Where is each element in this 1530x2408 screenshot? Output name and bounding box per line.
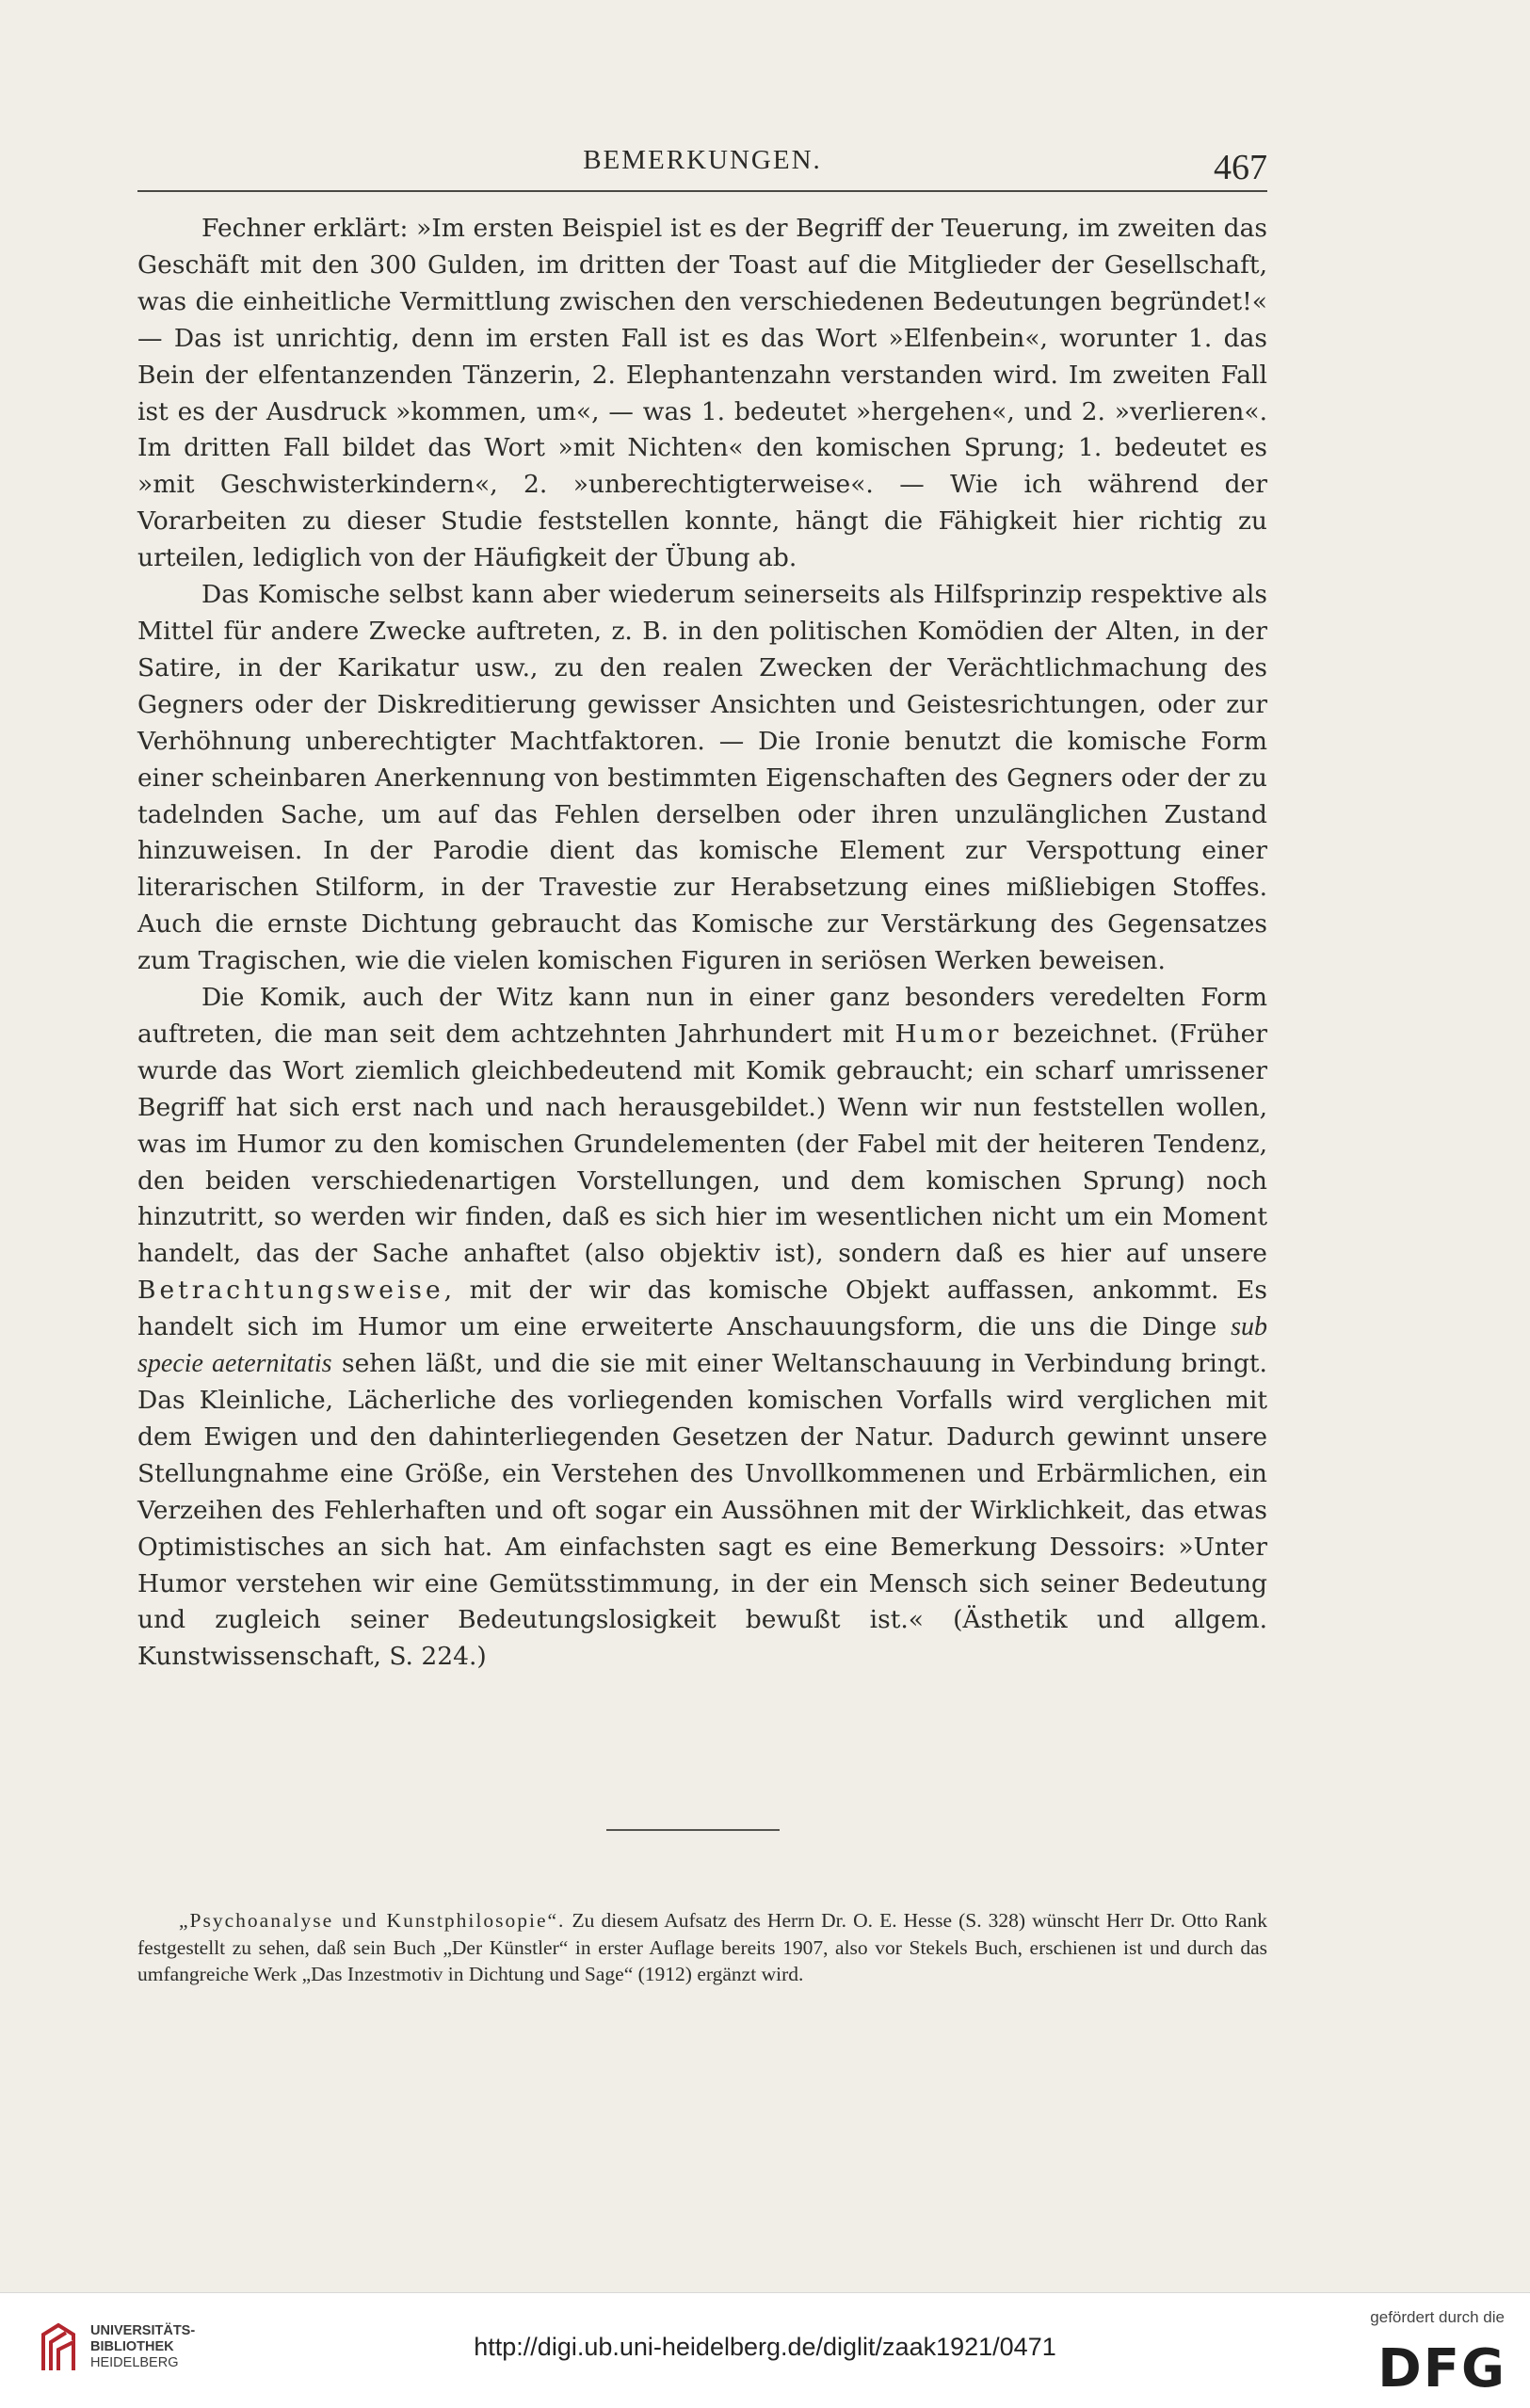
paragraph xyxy=(137,980,1267,1676)
paragraph: Das Komische selbst kann aber wiederum seinerseits als Hilfsprinzip respektive als Mittel für andere Zwecke auftreten, z. B. in den politischen Komödien der Alten, in der Satire, in der Karikatur usw., zu den realen Zwecken der Verächtlichmachung des Gegners oder der Diskreditierung gewisser Ansichten und Geistesrichtungen, oder zur Verhöhnung unberechtigter Machtfaktoren. — Die Ironie benutzt die komische Form einer scheinbaren Anerkennung von bestimmten Eigenschaften des Gegners oder der zu tadelnden Sache, um auf das Fehlen derselben oder ihren unzulänglichen Zustand hinzuweisen. In der Parodie dient das komische Element zur Verspottung einer literarischen Stilform, in der Travestie zur Herabsetzung eines mißliebigen Stoffes. Auch die ernste Dichtung gebraucht das Komische zur Verstärkung des Gegensatzes zum Tragischen, wie die vielen komischen Figuren in seriösen Werken beweisen. xyxy=(137,580,1267,976)
text-run: Die Komik, auch der Witz kann nun in einer ganz besonders veredelten Form auftreten, die man seit dem achtzehnten Jahrhundert mit xyxy=(137,983,1267,1049)
dfg-logo: DFG xyxy=(1377,2338,1506,2400)
viewer-footer xyxy=(0,2292,1530,2408)
header-rule xyxy=(137,190,1267,192)
text-run: , mit der wir das komische Objekt auffassen, ankommt. Es handelt sich im Humor um eine erweiterte Anschauungsform, die uns die Dinge xyxy=(137,1276,1267,1342)
latin-phrase: sub specie aeternitatis xyxy=(137,1312,1267,1379)
footnote-title: „Psychoanalyse und Kunstphilosopie“. xyxy=(179,1909,566,1932)
running-head xyxy=(137,139,1267,196)
section-divider xyxy=(606,1829,780,1831)
footnote-paragraph xyxy=(137,1907,1267,1988)
library-line: UNIVERSITÄTS- xyxy=(90,2323,196,2338)
funded-by-label: gefördert durch die xyxy=(1370,2308,1505,2326)
text-run: sehen läßt, und die sie mit einer Weltanschauung in Verbindung bringt. Das Kleinliche, Lächerliche des vorliegenden komischen Vorfalls wird verglichen mit dem Ewigen und den dahinterliegenden Gesetzen der Natur. Dadurch gewinnt unsere Stellungnahme eine Größe, ein Verstehen des Unvollkommenen und Erbärmlichen, ein Verzeihen des Fehlerhaften und oft sogar ein Aussöhnen mit der Wirklichkeit, das etwas Optimistisches an sich hat. Am einfachsten sagt es eine Bemerkung Dessoirs: »Unter Humor verstehen wir eine Gemütsstimmung, in der ein Mensch sich seiner Bedeutung und zugleich seiner Bedeutungslosigkeit bewußt ist.« (Ästhetik und allgem. Kunstwissenschaft, S. 224.) xyxy=(137,1349,1267,1672)
page-number: 467 xyxy=(1214,148,1267,187)
paragraph: Fechner erklärt: »Im ersten Beispiel ist es der Begriff der Teuerung, im zweiten das Geschäft mit den 300 Gulden, im dritten der Toast auf die Mitglieder der Gesellschaft, was die einheitliche Vermittlung zwischen den verschiedenen Bedeutungen begründet!« — Das ist unrichtig, denn im ersten Fall ist es das Wort »Elfenbein«, worunter 1. das Bein der elfentanzenden Tänzerin, 2. Elephantenzahn verstanden wird. Im zweiten Fall ist es der Ausdruck »kommen, um«, — was 1. bedeutet »hergehen«, und 2. »verlieren«. Im dritten Fall bildet das Wort »mit Nichten« den komischen Sprung; 1. bedeutet es »mit Geschwisterkindern«, 2. »unberechtigterweise«. — Wie ich während der Vorarbeiten zu dieser Studie feststellen konnte, hängt die Fähigkeit hier richtig zu urteilen, lediglich von der Häufigkeit der Übung ab. xyxy=(137,214,1267,573)
running-title: BEMERKUNGEN. xyxy=(583,145,822,175)
library-line: BIBLIOTHEK xyxy=(90,2339,174,2354)
text-run: bezeichnet. (Früher wurde das Wort ziemlich gleichbedeutend mit Komik gebraucht; ein scharf umrissener Begriff hat sich erst nach und nach herausgebildet.) Wenn wir nun feststellen wollen, was im Humor zu den komischen Grundelementen (der Fabel mit der heiteren Tendenz, den beiden verschiedenartigen Vorstellungen, und dem komischen Sprung) noch hinzutritt, so werden wir finden, daß es sich hier im wesentlichen nicht um ein Moment handelt, das der Sache anhaftet (also objektiv ist), sondern daß es hier auf unsere xyxy=(137,1019,1267,1269)
body-text xyxy=(137,211,1267,1676)
emphasis-betrachtungsweise: Betrachtungsweise xyxy=(137,1276,444,1306)
permalink-url[interactable]: http://digi.ub.uni-heidelberg.de/diglit/zaak1921/0471 xyxy=(474,2333,1056,2361)
library-line: HEIDELBERG xyxy=(90,2355,179,2370)
footnote xyxy=(137,1907,1267,1988)
emphasis-humor: Humor xyxy=(894,1019,1003,1049)
footnote-text: Zu diesem Aufsatz des Herrn Dr. O. E. Hesse (S. 328) wünscht Herr Dr. Otto Rank festgestellt zu sehen, daß sein Buch „Der Künstler“ in erster Auflage bereits 1907, also vor Stekels Buch, erschienen ist und durch das umfangreiche Werk „Das Inzestmotiv in Dichtung und Sage“ (1912) ergänzt wird. xyxy=(137,1909,1267,1986)
